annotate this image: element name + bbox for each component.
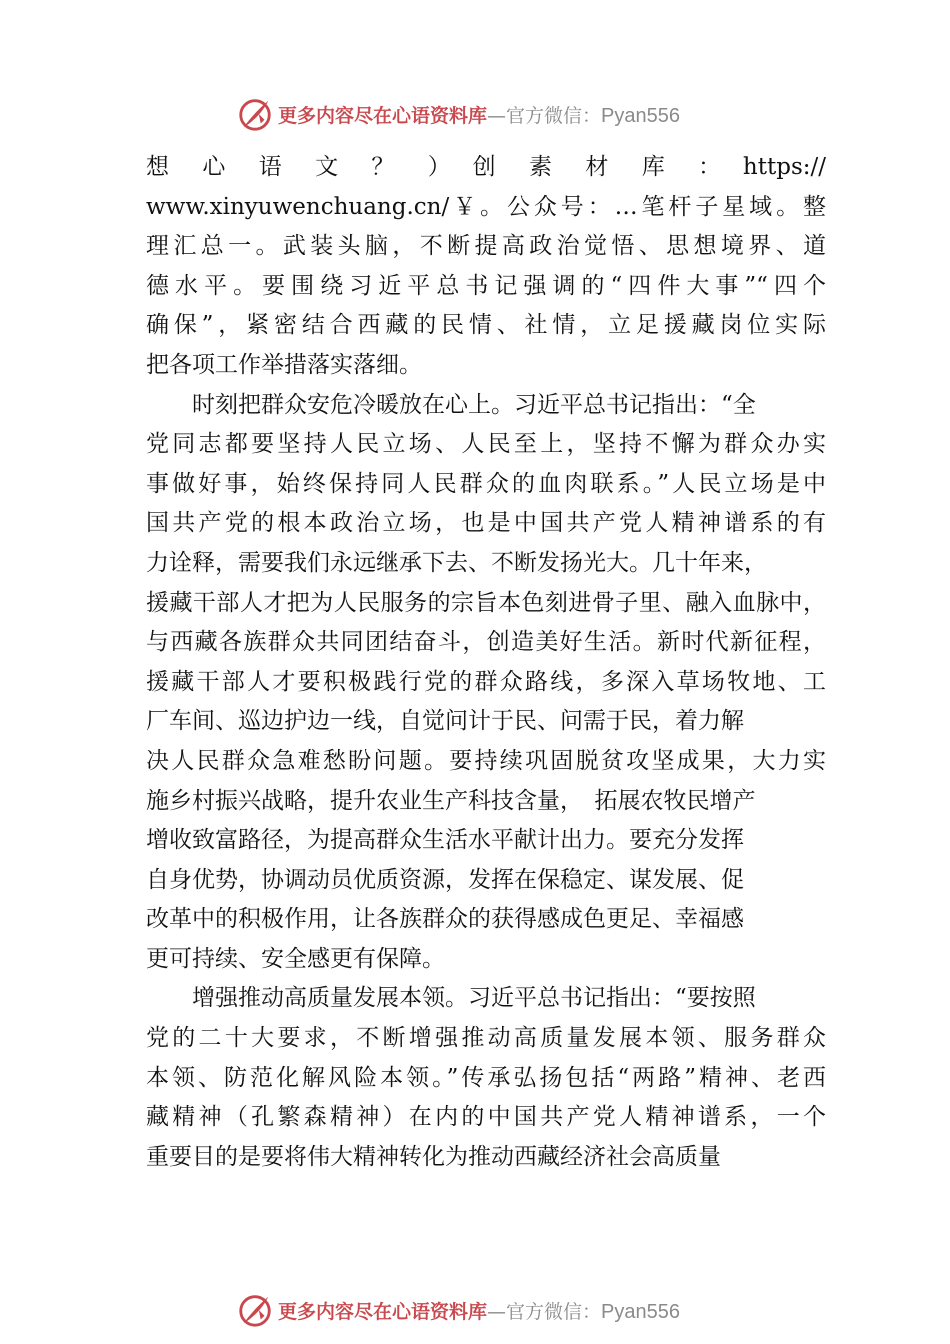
text-line: 确保”，紧密结合西藏的民情、社情，立足援藏岗位实际 [146,312,826,339]
banner-gray-text: 官方微信： [506,104,602,127]
footer-banner [236,1290,736,1330]
text-line: 援藏干部人才把为人民服务的宗旨本色刻进骨子里、融入血脉中， [146,589,826,616]
text-line: 援藏干部人才要积极践行党的群众路线，多深入草场牧地、工 [146,668,826,695]
banner-text [278,1297,680,1324]
text-line: 决人民群众急难愁盼问题。要持续巩固脱贫攻坚成果，大力实 [146,747,826,774]
text-line: 藏精神（孔繁森精神）在内的中国共产党人精神谱系，一个 [146,1104,826,1131]
text-line: www.xinyuwenchuang.cn/￥。公众号：…笔杆子星域。整 [146,193,826,220]
banner-text [278,101,680,128]
red-quill-logo-icon [236,1291,274,1329]
banner-wechat-id: Pyan556 [601,1300,680,1323]
text-line: 厂车间、巡边护边一线，自觉问计于民、问需于民，着力解 [146,708,744,735]
text-line: 增收致富路径，为提高群众生活水平献计出力。要充分发挥 [146,827,744,854]
text-line: 党的二十大要求，不断增强推动高质量发展本领、服务群众 [146,1025,826,1052]
text-line: 更可持续、安全感更有保障。 [146,945,445,972]
header-banner [236,94,736,134]
banner-wechat-id: Pyan556 [601,104,680,127]
text-line: 增强推动高质量发展本领。习近平总书记指出：“要按照 [146,985,756,1012]
text-line: 重要目的是要将伟大精神转化为推动西藏经济社会高质量 [146,1143,721,1170]
text-line: 理汇总一。武装头脑，不断提高政治觉悟、思想境界、道 [146,233,826,260]
text-line: 把各项工作举措落实落细。 [146,351,422,378]
red-quill-logo-icon [236,95,274,133]
document-body [146,148,826,1177]
text-line: 力诠释，需要我们永远继承下去、不断发扬光大。几十年来， [146,549,767,576]
text-line: 时刻把群众安危冷暖放在心上。习近平总书记指出：“全 [146,391,756,418]
text-line: 自身优势，协调动员优质资源，发挥在保稳定、谋发展、促 [146,866,744,893]
text-line: 国共产党的根本政治立场，也是中国共产党人精神谱系的有 [146,510,826,537]
text-line: 施乡村振兴战略，提升农业生产科技含量， 拓展农牧民增产 [146,787,756,814]
text-line: 党同志都要坚持人民立场、人民至上，坚持不懈为群众办实 [146,431,826,458]
banner-gray-text: 官方微信： [506,1300,602,1323]
text-line: 德水平。要围绕习近平总书记强调的“四件大事”“四个 [146,272,826,299]
text-line: 事做好事，始终保持同人民群众的血肉联系。”人民立场是中 [146,470,826,497]
banner-dash: — [487,104,507,127]
banner-red-text: 更多内容尽在心语资料库 [278,104,488,127]
banner-dash: — [487,1300,507,1323]
text-line: 本领、防范化解风险本领。”传承弘扬包括“两路”精神、老西 [146,1064,826,1091]
banner-red-text: 更多内容尽在心语资料库 [278,1300,488,1323]
text-line: 想 心 语 文 ？ ） 创 素 材 库 ： https:// [146,154,826,180]
text-line: 改革中的积极作用，让各族群众的获得感成色更足、幸福感 [146,906,744,933]
text-line: 与西藏各族群众共同团结奋斗，创造美好生活。新时代新征程， [146,629,826,656]
